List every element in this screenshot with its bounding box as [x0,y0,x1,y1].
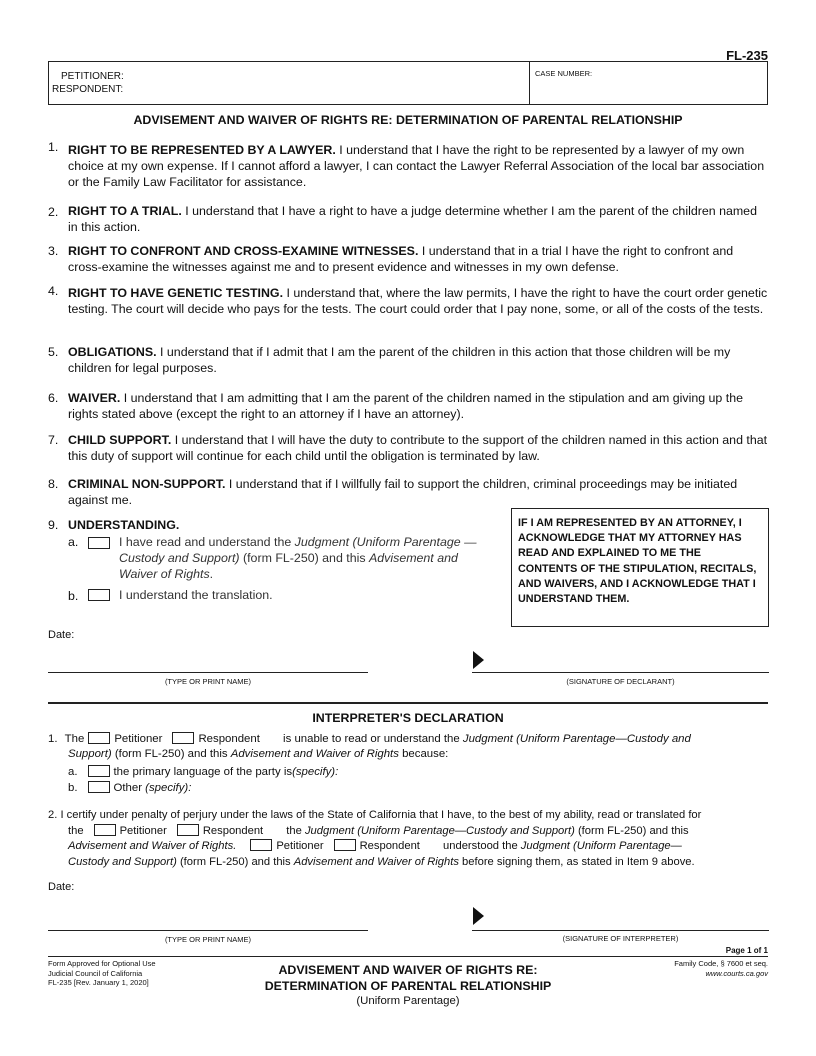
item-8-number: 8. [48,477,59,491]
item-9-heading: UNDERSTANDING. [68,518,180,532]
item-5-number: 5. [48,345,59,359]
footer-right [674,959,768,978]
interpreter-item-1-number: 1. [48,733,58,745]
signature-line-2[interactable] [472,930,769,931]
item-3-text: I understand that in a trial I have the right to confront and cross-examine the witnesses against me and to present evidence and witnesses in my own defense. [68,244,734,274]
interp-a-text: the primary language of the party is [113,766,293,778]
interp2-text3: before signing them, as stated in Item 9 above. [458,855,695,868]
interp2-petitioner-label-2: Petitioner [276,840,324,852]
footer-divider [48,956,768,957]
item-8-heading: CRIMINAL NON-SUPPORT. [68,477,226,491]
item-4-heading: RIGHT TO HAVE GENETIC TESTING. [68,286,284,300]
footer-citation: Family Code, § 7600 et seq. [674,959,768,968]
interp2-italic4: Custody and Support) [68,855,177,868]
signature-caption-2: (SIGNATURE OF INTERPRETER) [562,934,679,943]
interp-b-label: b. [68,782,78,794]
footer-left-line-1: Form Approved for Optional Use [48,959,156,968]
item-5-paragraph [68,344,768,376]
interp2-line1: I certify under penalty of perjury under the laws of the State of California that I have, to the best of my ability, read or translated for [60,809,702,821]
interp2-text2: (form FL-250) and this [176,855,294,868]
item-3-paragraph [68,243,768,275]
interp1-text: is unable to read or understand the [283,733,463,745]
item-1-heading: RIGHT TO BE REPRESENTED BY A LAWYER. [68,143,336,157]
interp-b-text: Other [113,782,142,794]
signature-line-1[interactable] [472,672,769,673]
interp2-understood: understood the [443,840,521,852]
print-name-line-1[interactable] [48,672,368,673]
interp2-petitioner-checkbox-1[interactable] [94,824,116,836]
interp2-petitioner-label-1: Petitioner [119,824,167,837]
item-2-heading: RIGHT TO A TRIAL. [68,204,182,218]
petitioner-label: PETITIONER: [61,71,124,82]
item-9b-checkbox[interactable] [88,589,110,601]
item-3-heading: RIGHT TO CONFRONT AND CROSS-EXAMINE WITNESSES. [68,244,419,258]
interp-b-row [68,781,191,794]
caption-divider [529,62,530,104]
interpreter-the: The [64,733,85,745]
interp2-respondent-checkbox-1[interactable] [177,824,199,836]
item-4-number: 4. [48,284,59,298]
item-6-heading: WAIVER. [68,391,121,405]
interp2-italic5: Advisement and Waiver of Rights [293,855,459,868]
interpreter-item-2-number: 2. [48,809,58,821]
interp-a-label: a. [68,766,78,778]
interp2-the2: the [286,824,305,837]
interp1-text3: because: [398,747,449,760]
item-6-number: 6. [48,391,59,405]
date-label-2: Date: [48,881,75,893]
interp2-italic2: Advisement and Waiver of Rights. [68,840,237,852]
interp-a-checkbox[interactable] [88,765,110,777]
item-7-text: I understand that I will have the duty to contribute to the support of the children named in this action and that this duty of support will continue for each child until the obligation is terminated by law. [68,433,768,463]
item-5-text: I understand that if I admit that I am the parent of the children in this action that those children will be my children for legal purposes. [68,345,731,375]
interp2-text1: (form FL-250) and this [574,824,689,837]
item-7-heading: CHILD SUPPORT. [68,433,172,447]
footer-website-link[interactable]: www.courts.ca.gov [705,968,768,978]
form-title: ADVISEMENT AND WAIVER OF RIGHTS RE: DETERMINATION OF PARENTAL RELATIONSHIP [133,113,683,127]
interp-a-specify: (specify): [292,766,339,778]
item-1-paragraph [68,142,768,190]
interp2-italic1: Judgment (Uniform Parentage—Custody and Support) [304,824,575,837]
item-2-paragraph [68,203,768,235]
interp1-petitioner-label: Petitioner [114,733,163,745]
interp-b-specify: (specify): [145,782,192,794]
item-4-text: I understand that, where the law permits, I have the right to have the court order genetic testing. The court will decide who pays for the tests. The court could order that I pay none, some, or all of the costs of the tests. [68,286,768,316]
attorney-acknowledgement-box: IF I AM REPRESENTED BY AN ATTORNEY, I ACKNOWLEDGE THAT MY ATTORNEY HAS READ AND EXPLAINED TO ME THE CONTENTS OF THE STIPULATION, RECITALS, AND WAIVERS, AND I ACKNOWLEDGE THAT I UNDERSTAND THEM. [511,508,769,627]
date-label-1: Date: [48,629,75,641]
footer-title [208,962,608,1008]
interp1-respondent-label: Respondent [198,733,260,745]
item-4-paragraph [68,285,768,317]
respondent-label: RESPONDENT: [52,84,124,95]
item-9b-text: I understand the translation. [119,588,273,602]
interp2-the: the [68,824,84,837]
interp1-petitioner-checkbox[interactable] [88,732,110,744]
footer-left-line-3: FL-235 [Rev. January 1, 2020] [48,978,149,987]
interpreter-item-1 [48,732,768,761]
print-name-caption-1: (TYPE OR PRINT NAME) [164,677,252,686]
interp1-respondent-checkbox[interactable] [172,732,194,744]
item-9a-text: I have read and understand the Judgment (Uniform Parentage — Custody and Support) (form FL-250) and this Advisement and Waiver of Rights. [119,535,477,581]
interp2-respondent-label-1: Respondent [202,824,264,837]
interp1-italic3: Advisement and Waiver of Rights [230,747,399,760]
item-8-text: I understand that if I willfully fail to support the children, criminal proceedings may be initiated against me. [68,477,738,507]
interp1-italic2: Support) [68,747,112,760]
item-1-text: I understand that I have the right to be represented by a lawyer of my own choice at my own expense. If I cannot afford a lawyer, I can contact the Lawyer Referral Association of the local bar association or the Family Law Facilitator for assistance. [68,143,765,189]
item-1-number: 1. [48,140,59,154]
footer-title-line-1: ADVISEMENT AND WAIVER OF RIGHTS RE: [278,963,538,977]
item-9a-checkbox[interactable] [88,537,110,549]
item-6-paragraph [68,390,768,422]
footer-title-line-2: DETERMINATION OF PARENTAL RELATIONSHIP [264,979,552,993]
item-5-heading: OBLIGATIONS. [68,345,157,359]
caption-box [48,61,768,105]
section-divider [48,702,768,704]
signature-arrow-icon [473,651,484,669]
item-6-text: I understand that I am admitting that I am the parent of the children named in the stipulation and am giving up the rights stated above (except the right to an attorney if I have an attorney). [68,391,743,421]
interpreter-item-2 [48,808,768,870]
print-name-caption-2: (TYPE OR PRINT NAME) [164,935,252,944]
item-7-number: 7. [48,433,59,447]
page-number: Page 1 of 1 [725,946,768,955]
item-3-number: 3. [48,244,59,258]
item-2-text: I understand that I have a right to have a judge determine whether I am the parent of the children named in this action. [68,204,757,234]
print-name-line-2[interactable] [48,930,368,931]
interp2-petitioner-checkbox-2[interactable] [250,839,272,851]
signature-caption-1: (SIGNATURE OF DECLARANT) [566,677,675,686]
form-id: FL-235 [726,48,768,63]
item-9b-label: b. [68,589,79,603]
interp2-respondent-checkbox-2[interactable] [334,839,356,851]
interp-a-row [68,765,338,778]
footer-title-line-3: (Uniform Parentage) [356,995,460,1007]
interp2-italic3: Judgment (Uniform Parentage— [520,840,682,852]
item-9-number: 9. [48,518,59,532]
item-2-number: 2. [48,205,59,219]
signature-arrow-icon [473,907,484,925]
interp1-italic: Judgment (Uniform Parentage—Custody and [462,733,691,745]
footer-left [48,959,156,988]
item-7-paragraph [68,432,768,464]
interp1-text2: (form FL-250) and this [111,747,231,760]
interp-b-checkbox[interactable] [88,781,110,793]
item-9a-label: a. [68,535,79,549]
case-number-label: CASE NUMBER: [535,69,593,78]
interp2-respondent-label-2: Respondent [359,840,420,852]
interpreter-heading: INTERPRETER'S DECLARATION [312,711,504,725]
item-8-paragraph [68,476,768,508]
footer-left-line-2: Judicial Council of California [48,968,143,978]
